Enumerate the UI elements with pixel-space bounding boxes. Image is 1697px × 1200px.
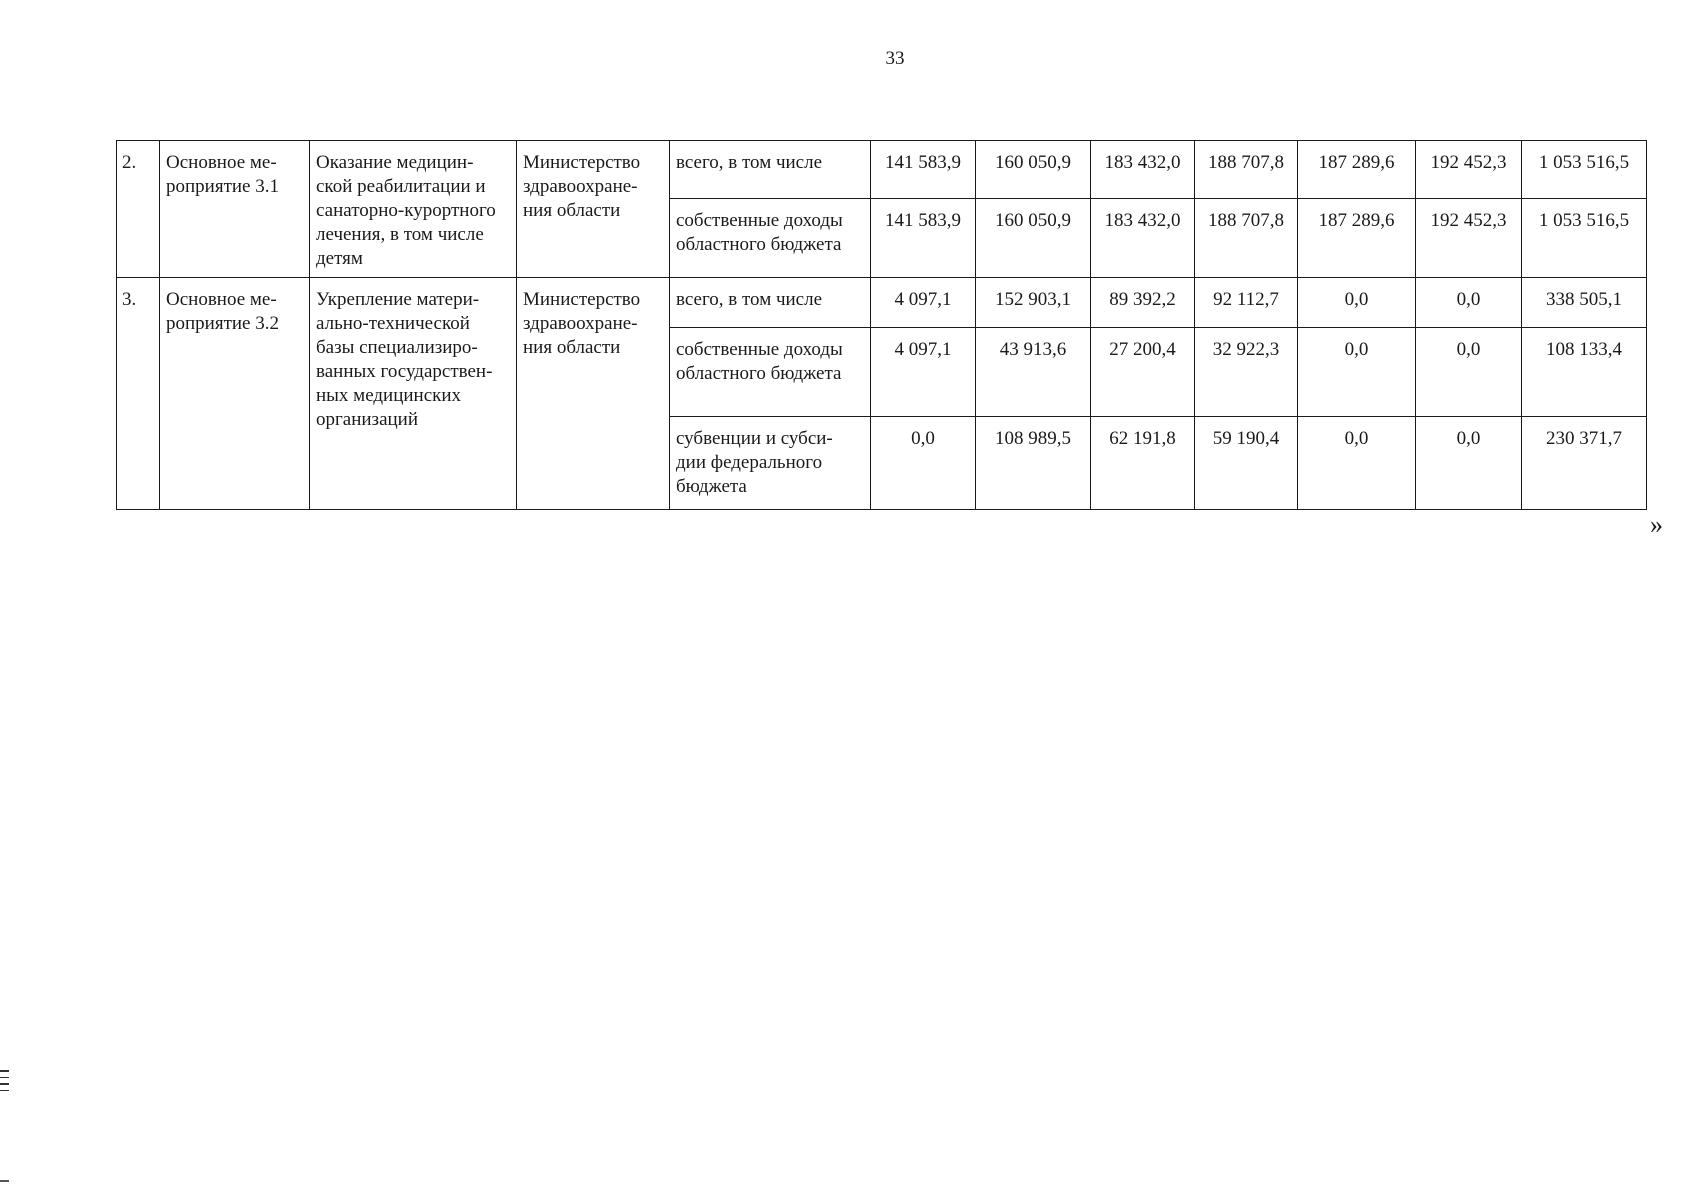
value-cell: 187 289,6 (1298, 199, 1416, 278)
value-cell: 188 707,8 (1195, 141, 1298, 199)
event-description: Укрепление матери- ально-технической базы специализиро- ванных государствен- ных медицинских организаций (316, 289, 493, 430)
total-cell: 230 371,7 (1522, 417, 1647, 510)
scan-mark (0, 1077, 9, 1079)
total-cell: 1 053 516,5 (1522, 199, 1647, 278)
scan-margin-marks (0, 1070, 10, 1096)
scan-margin-dash (0, 1180, 9, 1182)
value-cell: 183 432,0 (1091, 141, 1195, 199)
value-cell: 192 452,3 (1416, 199, 1522, 278)
value-cell: 43 913,6 (976, 328, 1091, 417)
funding-source-label: всего, в том числе (676, 289, 823, 310)
value-cell: 188 707,8 (1195, 199, 1298, 278)
event-cell (160, 278, 310, 510)
value-cell: 160 050,9 (976, 199, 1091, 278)
funding-source-label: субвенции и субси- дии федерального бюджета (676, 428, 833, 497)
funding-source (670, 328, 871, 417)
row-number: 2. (117, 141, 160, 278)
total-cell: 338 505,1 (1522, 278, 1647, 328)
scan-mark (0, 1070, 9, 1072)
funding-source (670, 141, 871, 199)
value-cell: 0,0 (871, 417, 976, 510)
value-cell: 160 050,9 (976, 141, 1091, 199)
value-cell: 192 452,3 (1416, 141, 1522, 199)
table-row (117, 141, 1647, 199)
funding-source-label: всего, в том числе (676, 152, 823, 173)
executor-name: Министерство здравоохране- ния области (523, 289, 641, 358)
executor-name: Министерство здравоохране- ния области (523, 152, 641, 221)
value-cell: 0,0 (1416, 328, 1522, 417)
value-cell: 4 097,1 (871, 278, 976, 328)
funding-source-label: собственные доходы областного бюджета (676, 339, 843, 384)
total-cell: 108 133,4 (1522, 328, 1647, 417)
table-row (117, 278, 1647, 328)
value-cell: 141 583,9 (871, 199, 976, 278)
event-description: Оказание медицин- ской реабилитации и санаторно-курортного лечения, в том числе детям (316, 152, 496, 269)
value-cell: 0,0 (1298, 278, 1416, 328)
value-cell: 59 190,4 (1195, 417, 1298, 510)
description-cell (310, 141, 517, 278)
row-number: 3. (117, 278, 160, 510)
executor-cell (517, 141, 670, 278)
value-cell: 108 989,5 (976, 417, 1091, 510)
value-cell: 4 097,1 (871, 328, 976, 417)
event-cell (160, 141, 310, 278)
value-cell: 62 191,8 (1091, 417, 1195, 510)
page-number: 33 (885, 48, 905, 69)
value-cell: 32 922,3 (1195, 328, 1298, 417)
description-cell (310, 278, 517, 510)
value-cell: 187 289,6 (1298, 141, 1416, 199)
value-cell: 92 112,7 (1195, 278, 1298, 328)
total-cell: 1 053 516,5 (1522, 141, 1647, 199)
value-cell: 0,0 (1416, 417, 1522, 510)
funding-source (670, 278, 871, 328)
value-cell: 0,0 (1298, 417, 1416, 510)
executor-cell (517, 278, 670, 510)
value-cell: 183 432,0 (1091, 199, 1195, 278)
value-cell: 27 200,4 (1091, 328, 1195, 417)
event-name: Основное ме- роприятие 3.1 (166, 152, 279, 197)
value-cell: 152 903,1 (976, 278, 1091, 328)
scan-mark (0, 1083, 9, 1085)
funding-source (670, 199, 871, 278)
continuation-mark: » (1650, 510, 1663, 539)
value-cell: 0,0 (1298, 328, 1416, 417)
value-cell: 89 392,2 (1091, 278, 1195, 328)
event-name: Основное ме- роприятие 3.2 (166, 289, 279, 334)
funding-source (670, 417, 871, 510)
budget-table (116, 140, 1647, 510)
value-cell: 141 583,9 (871, 141, 976, 199)
value-cell: 0,0 (1416, 278, 1522, 328)
scan-mark (0, 1090, 9, 1092)
funding-source-label: собственные доходы областного бюджета (676, 210, 843, 255)
